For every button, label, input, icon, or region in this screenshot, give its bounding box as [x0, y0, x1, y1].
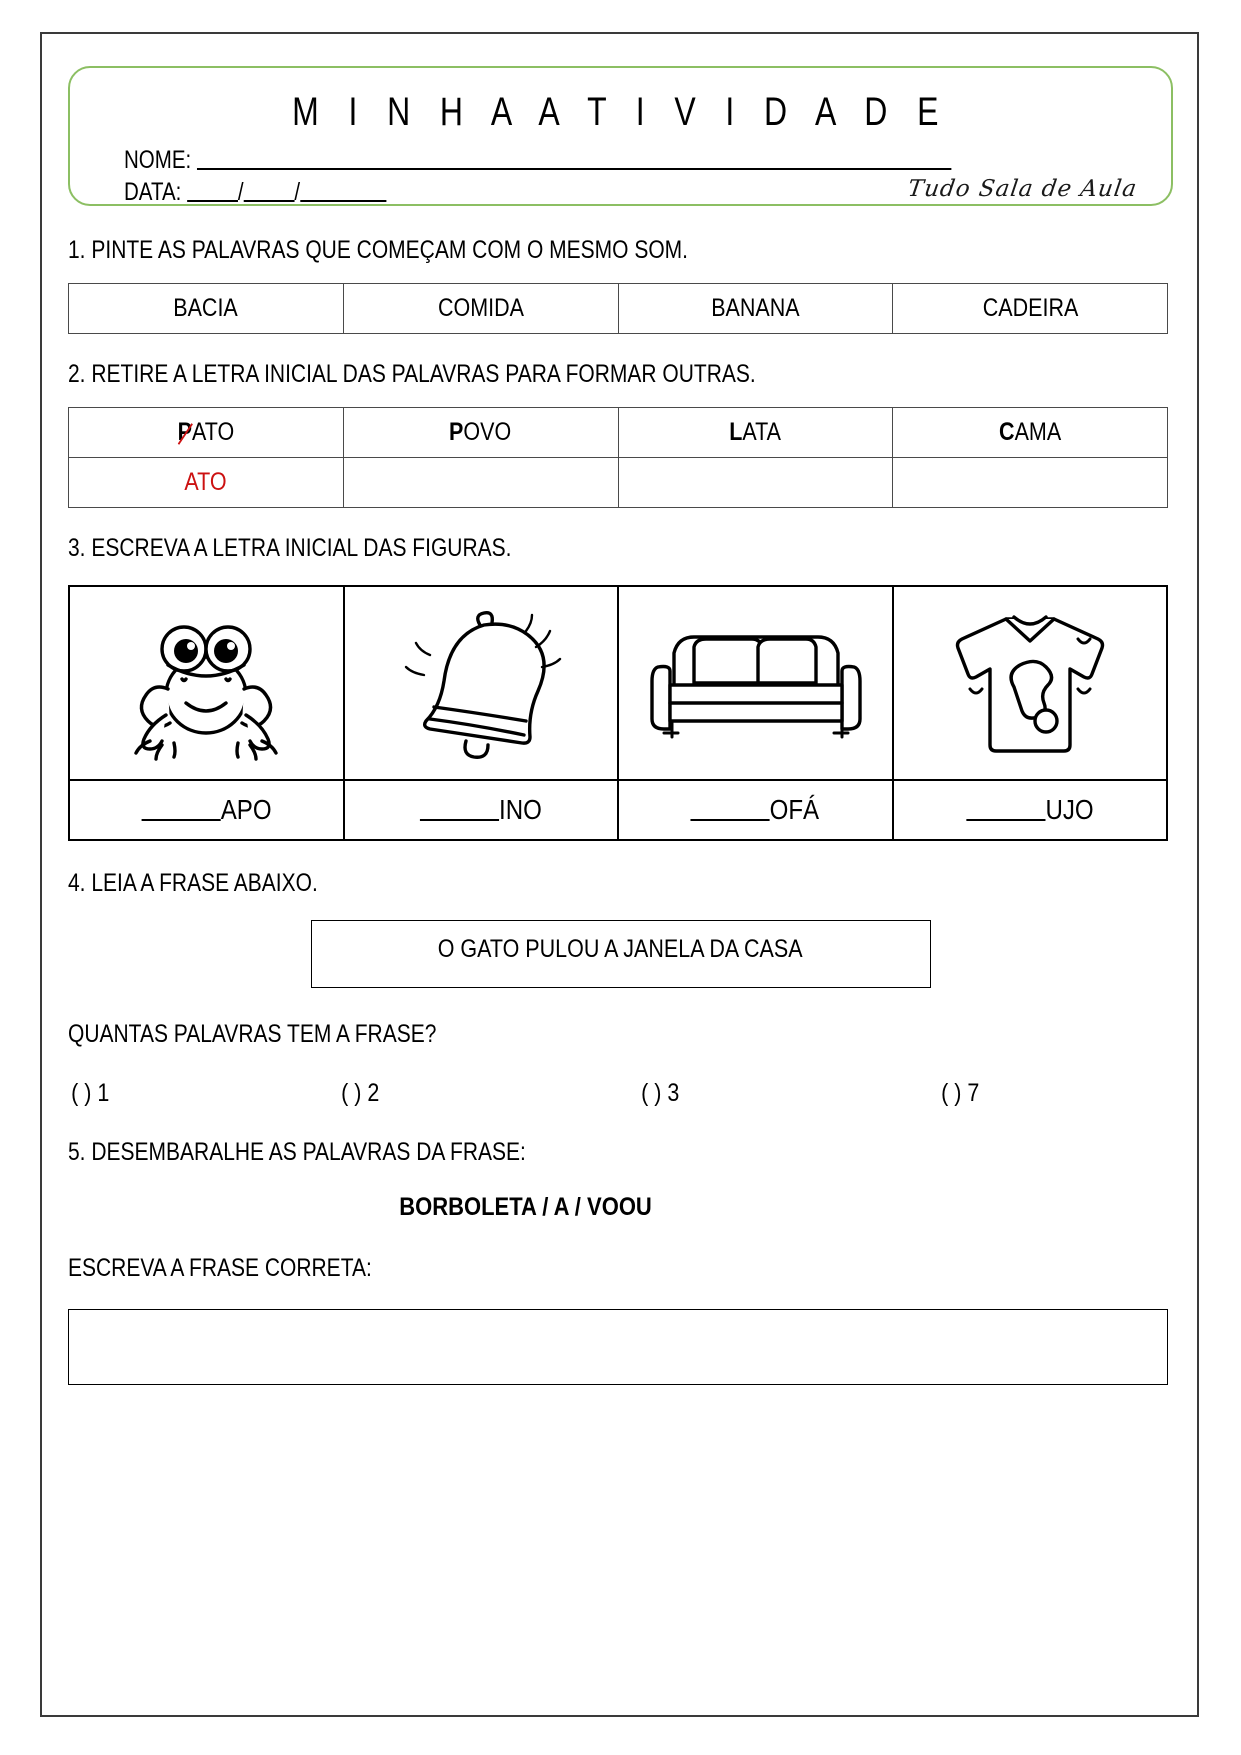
q5-write-label: ESCREVA A FRASE CORRETA: [68, 1254, 372, 1282]
q4-option-mark-2[interactable]: ( ) [641, 1079, 662, 1107]
brand-logo [907, 154, 1137, 202]
q2-rest-1: OVO [463, 418, 512, 446]
bell-illustration [396, 603, 566, 763]
nome-label: NOME: [124, 146, 192, 174]
date-sep-2: / [294, 178, 301, 206]
q4-phrase-box [311, 920, 931, 988]
nome-field-row [124, 146, 951, 175]
q3-label-cell-1[interactable]: INO [344, 780, 619, 840]
q3-prompt: 3. ESCREVA A LETRA INICIAL DAS FIGURAS. [68, 534, 512, 562]
q3-image-cell-2 [618, 586, 893, 780]
table-row [69, 284, 1168, 334]
frog-illustration [116, 603, 296, 763]
q4-option-2[interactable]: ( ) 3 [641, 1079, 680, 1107]
q5-scrambled-words: BORBOLETA / A / VOOU [399, 1193, 652, 1221]
q5-answer-box[interactable] [68, 1309, 1168, 1385]
q1-word-cell-3[interactable]: CADEIRA [893, 284, 1168, 334]
q4-option-1[interactable]: ( ) 2 [341, 1079, 380, 1107]
q5-prompt: 5. DESEMBARALHE AS PALAVRAS DA FRASE: [68, 1138, 526, 1166]
q2-word-table [68, 407, 1168, 508]
q3-picture-table [68, 585, 1168, 841]
table-row [69, 408, 1168, 458]
q2-initial-0: P [177, 418, 192, 446]
sofa-illustration [648, 613, 863, 753]
q4-option-mark-0[interactable]: ( ) [71, 1079, 92, 1107]
q3-blank-1[interactable] [420, 819, 499, 821]
worksheet-page [40, 32, 1199, 1717]
q2-answer-cell-0[interactable]: ATO [69, 458, 344, 508]
day-input-line[interactable] [187, 200, 238, 202]
q2-answer-cell-3[interactable] [893, 458, 1168, 508]
q2-word-cell-3[interactable] [893, 408, 1168, 458]
q3-label-cell-2[interactable]: OFÁ [618, 780, 893, 840]
header-box [68, 66, 1173, 206]
q2-initial-2: L [729, 418, 743, 446]
q1-prompt: 1. PINTE AS PALAVRAS QUE COMEÇAM COM O MESMO SOM. [68, 236, 688, 264]
q3-blank-2[interactable] [691, 819, 770, 821]
q2-rest-3: AMA [1014, 418, 1062, 446]
q1-word-cell-1[interactable]: COMIDA [343, 284, 618, 334]
q1-word-cell-2[interactable]: BANANA [618, 284, 893, 334]
q1-word-table [68, 283, 1168, 334]
brand-name: Tudo Sala de Aula [906, 176, 1139, 202]
q2-word-cell-1[interactable] [343, 408, 618, 458]
q2-word-cell-2[interactable] [618, 408, 893, 458]
q1-word-cell-0[interactable]: BACIA [69, 284, 344, 334]
q3-label-cell-3[interactable]: UJO [893, 780, 1168, 840]
q3-image-cell-3 [893, 586, 1168, 780]
q4-options [68, 1079, 1173, 1108]
table-row [69, 586, 1167, 780]
q2-rest-2: ATA [742, 418, 782, 446]
table-row [69, 780, 1167, 840]
q3-label-cell-0[interactable]: APO [69, 780, 344, 840]
tshirt-illustration [940, 601, 1120, 766]
q3-blank-0[interactable] [141, 819, 220, 821]
nome-input-line[interactable] [197, 168, 951, 170]
q2-answer-cell-1[interactable] [343, 458, 618, 508]
q2-initial-3: C [999, 418, 1015, 446]
data-field-row [124, 178, 386, 207]
month-input-line[interactable] [244, 200, 295, 202]
q4-option-0[interactable]: ( ) 1 [71, 1079, 110, 1107]
q2-rest-0: ATO [191, 418, 235, 446]
q4-prompt: 4. LEIA A FRASE ABAIXO. [68, 869, 318, 897]
q4-phrase-text: O GATO PULOU A JANELA DA CASA [438, 935, 803, 963]
q2-initial-1: P [449, 418, 464, 446]
q4-option-mark-1[interactable]: ( ) [341, 1079, 362, 1107]
q3-image-cell-1 [344, 586, 619, 780]
table-row [69, 458, 1168, 508]
q2-answer-cell-2[interactable] [618, 458, 893, 508]
q4-option-3[interactable]: ( ) 7 [941, 1079, 980, 1107]
q4-question: QUANTAS PALAVRAS TEM A FRASE? [68, 1020, 437, 1048]
q4-option-mark-3[interactable]: ( ) [941, 1079, 962, 1107]
data-label: DATA: [124, 178, 182, 206]
page-title: M I N H A A T I V I D A D E [292, 90, 949, 134]
q2-prompt: 2. RETIRE A LETRA INICIAL DAS PALAVRAS PARA FORMAR OUTRAS. [68, 360, 756, 388]
date-sep-1: / [237, 178, 244, 206]
q3-image-cell-0 [69, 586, 344, 780]
q2-word-cell-0[interactable] [69, 408, 344, 458]
q3-blank-3[interactable] [966, 819, 1045, 821]
year-input-line[interactable] [300, 200, 386, 202]
